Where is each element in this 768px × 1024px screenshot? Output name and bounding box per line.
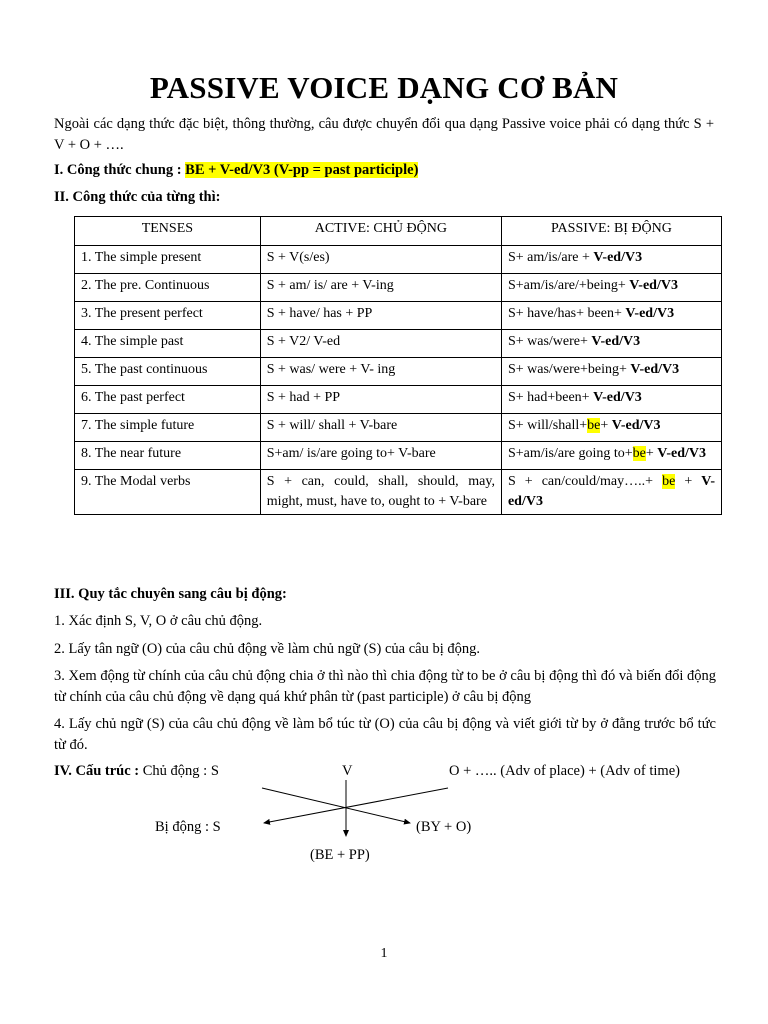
passive-be-highlight: be bbox=[587, 418, 601, 433]
active-cell: S + am/ is/ are + V-ing bbox=[260, 274, 501, 302]
tense-cell: 3. The present perfect bbox=[75, 302, 261, 330]
active-cell: S + had + PP bbox=[260, 386, 501, 414]
section-2-heading: II. Công thức của từng thì: bbox=[54, 189, 221, 205]
passive-formula-text: + bbox=[645, 446, 658, 461]
passive-formula-text: S+am/is/are/+being+ bbox=[507, 278, 630, 293]
passive-formula-text: + bbox=[600, 418, 612, 433]
tense-cell: 7. The simple future bbox=[75, 414, 261, 442]
passive-be-highlight: be bbox=[632, 446, 646, 461]
header-active: ACTIVE: CHỦ ĐỘNG bbox=[260, 217, 501, 246]
arrow-s-to-by-o bbox=[262, 788, 410, 823]
tense-cell: 9. The Modal verbs bbox=[75, 470, 261, 515]
passive-formula-text: S+ had+been+ bbox=[507, 390, 594, 405]
passive-verb-form: V-ed/V3 bbox=[625, 306, 675, 321]
tense-cell: 8. The near future bbox=[75, 442, 261, 470]
tense-cell: 1. The simple present bbox=[75, 246, 261, 274]
section-4-label: IV. Cấu trúc : bbox=[54, 763, 143, 779]
header-tenses: TENSES bbox=[75, 217, 261, 246]
active-cell: S + will/ shall + V-bare bbox=[260, 414, 501, 442]
passive-verb-form: V-ed/V3 bbox=[611, 418, 661, 433]
passive-verb-form: V-ed/V3 bbox=[591, 334, 641, 349]
passive-formula-text: + bbox=[675, 474, 702, 489]
passive-by-object: (BY + O) bbox=[416, 819, 472, 835]
active-verb: V bbox=[342, 763, 353, 779]
tense-cell: 6. The past perfect bbox=[75, 386, 261, 414]
passive-verb-form: V-ed/V3 bbox=[593, 390, 642, 405]
page-title: PASSIVE VOICE DẠNG CƠ BẢN bbox=[149, 70, 619, 105]
active-cell: S + V(s/es) bbox=[260, 246, 501, 274]
active-cell: S + have/ has + PP bbox=[260, 302, 501, 330]
arrow-o-to-s bbox=[264, 788, 448, 823]
passive-formula-text: S+ have/has+ been+ bbox=[507, 306, 626, 321]
rule-1: 1. Xác định S, V, O ở câu chủ động. bbox=[54, 613, 263, 629]
intro-paragraph: Ngoài các dạng thức đặc biệt, thông thường, câu được chuyển đổi qua dạng Passive voice phải có dạng thức S + V + O + …. bbox=[54, 116, 714, 153]
passive-formula-text: S+ was/were+ bbox=[507, 334, 592, 349]
active-cell: S+am/ is/are going to+ V-bare bbox=[260, 442, 501, 470]
passive-formula-text: S+ will/shall+ bbox=[507, 418, 588, 433]
section-1-label: I. Công thức chung : bbox=[54, 162, 186, 178]
active-rest: O + ….. (Adv of place) + (Adv of time) bbox=[449, 763, 680, 779]
passive-verb-form: V-ed/V3 bbox=[629, 278, 678, 293]
general-formula: BE + V-ed/V3 (V-pp = past participle) bbox=[185, 162, 419, 178]
passive-formula-text: S+ am/is/are + bbox=[507, 250, 594, 265]
active-cell: S + V2/ V-ed bbox=[260, 330, 501, 358]
page-number: 1 bbox=[380, 946, 388, 961]
passive-formula-text: S+ was/were+being+ bbox=[507, 362, 631, 377]
active-cell: S + can, could, shall, should, may, might, must, have to, ought to + V-bare bbox=[260, 470, 501, 515]
header-passive: PASSIVE: BỊ ĐỘNG bbox=[501, 217, 721, 246]
passive-structure-label: Bị động : S bbox=[155, 819, 221, 835]
passive-formula-text: S + can/could/may…..+ bbox=[507, 474, 663, 489]
passive-verb-form: V-ed/V3 bbox=[507, 474, 715, 509]
tense-cell: 5. The past continuous bbox=[75, 358, 261, 386]
passive-verb-form: V-ed/V3 bbox=[657, 446, 706, 461]
active-structure-label: Chủ động : S bbox=[142, 763, 219, 779]
rule-3: 3. Xem động từ chính của câu chủ động chia ở thì nào thì chia động từ to be ở câu bị động thì đó và biến đổi động từ chính của câu chủ động về dạng quá khứ phân từ (past participle) ở câu bị động bbox=[54, 668, 716, 705]
active-cell: S + was/ were + V- ing bbox=[260, 358, 501, 386]
tense-cell: 4. The simple past bbox=[75, 330, 261, 358]
passive-verb-form: V-ed/V3 bbox=[593, 250, 643, 265]
passive-verb-form: V-ed/V3 bbox=[630, 362, 680, 377]
passive-be-highlight: be bbox=[662, 474, 676, 489]
passive-formula-text: S+am/is/are going to+ bbox=[507, 446, 633, 461]
section-3-heading: III. Quy tắc chuyên sang câu bị động: bbox=[54, 586, 287, 602]
rule-2: 2. Lấy tân ngữ (O) của câu chủ động về làm chủ ngữ (S) của câu bị động. bbox=[54, 641, 481, 657]
rule-4: 4. Lấy chủ ngữ (S) của câu chủ động về làm bổ túc từ (O) của câu bị động và viết giới từ by ở đằng trước bổ tức từ đó. bbox=[54, 716, 716, 753]
tense-cell: 2. The pre. Continuous bbox=[75, 274, 261, 302]
passive-be-pp: (BE + PP) bbox=[310, 847, 370, 863]
